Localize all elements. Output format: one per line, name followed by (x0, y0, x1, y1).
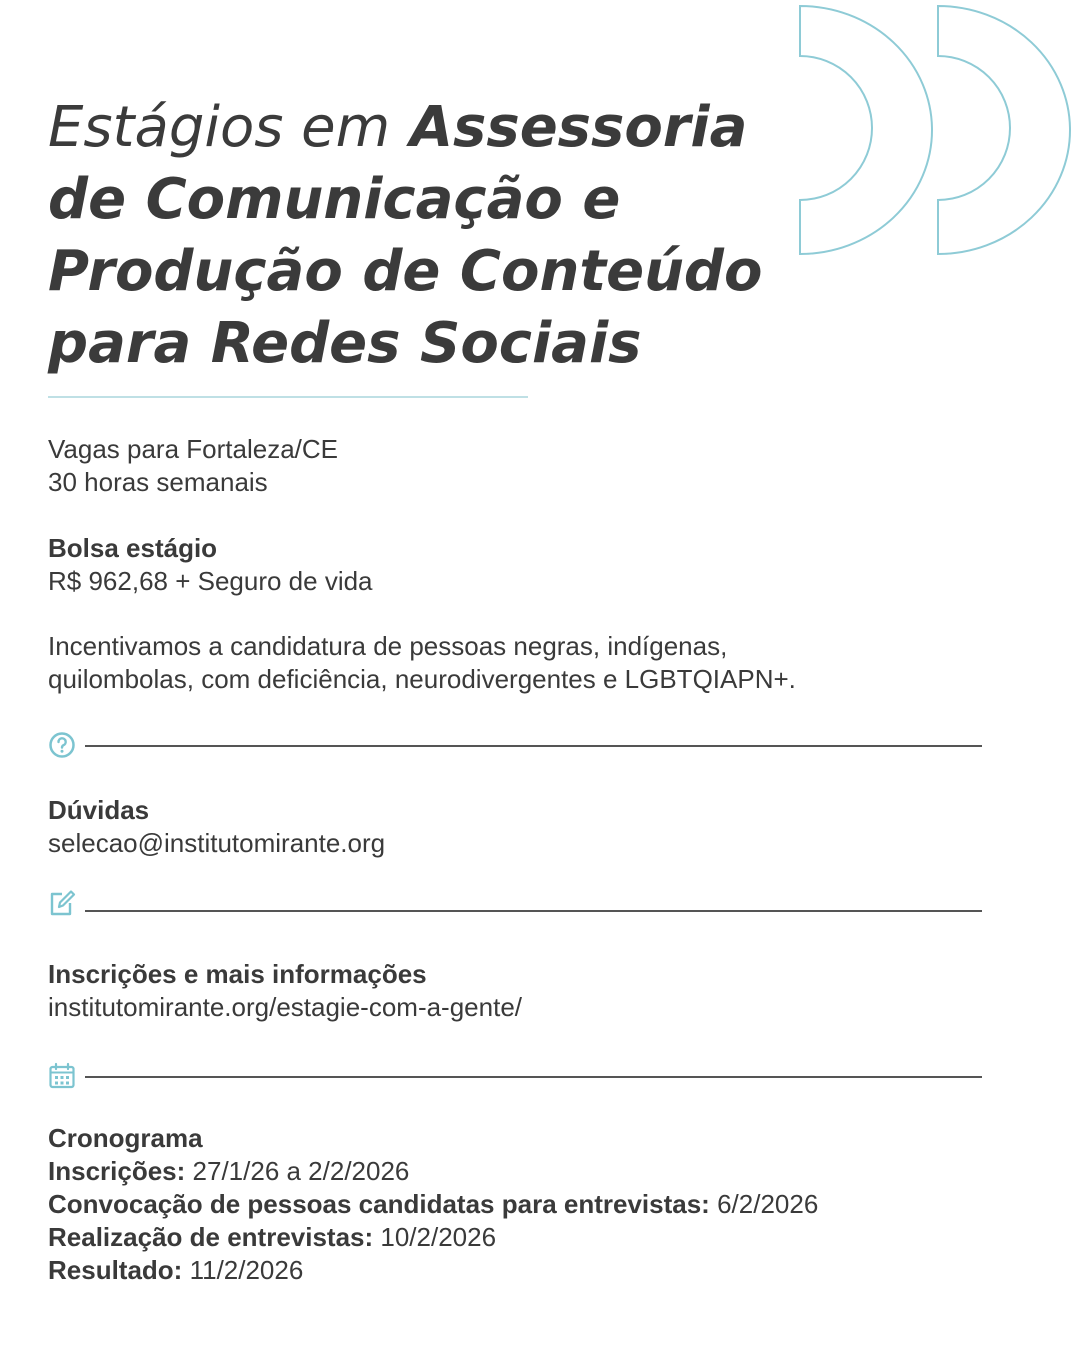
divider-line (85, 1076, 982, 1078)
title-divider (48, 396, 528, 398)
location-text: Vagas para Fortaleza/CE (48, 434, 338, 464)
questions-separator (48, 731, 982, 761)
decorative-arcs (780, 0, 1080, 260)
schedule-separator (48, 1062, 982, 1092)
calendar-icon (48, 1062, 76, 1090)
schedule-item: Realização de entrevistas: 10/2/2026 (48, 1222, 497, 1252)
title-line1-bold: Assessoria (409, 95, 748, 160)
registration-separator (48, 888, 982, 918)
title-line4: para Redes Sociais (48, 311, 642, 376)
question-circle-icon (48, 731, 76, 759)
schedule-item: Convocação de pessoas candidatas para entrevistas: 6/2/2026 (48, 1189, 819, 1219)
hours-text: 30 horas semanais (48, 467, 268, 497)
divider-line (85, 745, 982, 747)
stipend-value: R$ 962,68 + Seguro de vida (48, 566, 373, 596)
questions-email[interactable]: selecao@institutomirante.org (48, 828, 386, 858)
questions-label: Dúvidas (48, 795, 150, 825)
page-title (48, 92, 768, 380)
registration-label: Inscrições e mais informações (48, 959, 427, 989)
schedule-item: Inscrições: 27/1/26 a 2/2/2026 (48, 1156, 410, 1186)
stipend-label: Bolsa estágio (48, 533, 218, 563)
registration-url[interactable]: institutomirante.org/estagie-com-a-gente/ (48, 992, 523, 1022)
schedule-item: Resultado: 11/2/2026 (48, 1255, 304, 1285)
schedule-label: Cronograma (48, 1123, 203, 1153)
title-line2: de Comunicação e (48, 167, 621, 232)
inclusion-line1: Incentivamos a candidatura de pessoas negras, indígenas, (48, 631, 728, 661)
divider-line (85, 910, 982, 912)
edit-icon (48, 888, 76, 916)
title-line3: Produção de Conteúdo (48, 239, 763, 304)
inclusion-line2: quilombolas, com deficiência, neurodivergentes e LGBTQIAPN+. (48, 664, 796, 694)
title-line1-light: Estágios em (48, 95, 391, 160)
